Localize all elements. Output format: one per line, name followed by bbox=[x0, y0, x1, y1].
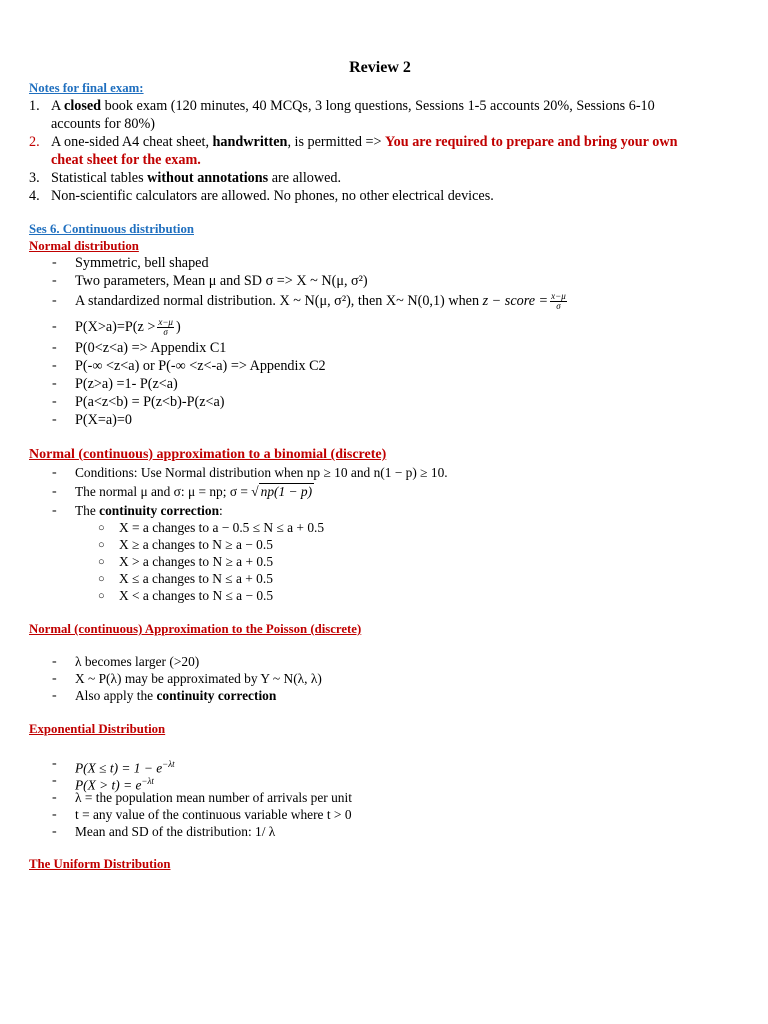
exponential-item: λ = the population mean number of arrivals per unit bbox=[75, 790, 352, 805]
dash-bullet: - bbox=[52, 394, 57, 409]
dash-bullet: - bbox=[52, 273, 57, 288]
normal-item: Symmetric, bell shaped bbox=[75, 255, 209, 271]
exponential-item: $P(X > t) = e^{-\lambda t}$ bbox=[75, 776, 154, 793]
page-title: Review 2 bbox=[349, 59, 411, 76]
dash-bullet: - bbox=[52, 773, 57, 788]
exponential-item: t = any value of the continuous variable where t > 0 bbox=[75, 807, 352, 822]
dash-bullet: - bbox=[52, 412, 57, 427]
binomial-approx-heading: Normal (continuous) approximation to a binomial (discrete) bbox=[29, 447, 387, 462]
dash-bullet: - bbox=[52, 824, 57, 839]
correction-item: X = a changes to a − 0.5 ≤ N ≤ a + 0.5 bbox=[119, 520, 325, 535]
uniform-heading: The Uniform Distribution bbox=[29, 857, 171, 871]
correction-item: X > a changes to N ≥ a + 0.5 bbox=[119, 554, 274, 569]
notes-item: A one-sided A4 cheat sheet, handwritten, is permitted => You are required to prepare and bring your own bbox=[51, 134, 678, 150]
dash-bullet: - bbox=[52, 654, 57, 669]
notes-item-number: 1. bbox=[29, 98, 40, 114]
notes-item-number: 3. bbox=[29, 170, 40, 186]
normal-item: A standardized normal distribution. X ~ N(μ, σ²), then X~ N(0,1) when z − score = $\frac{x-\mu}{\sigma}$ bbox=[75, 291, 566, 312]
normal-distribution-heading: Normal distribution bbox=[29, 239, 139, 253]
normal-item: P(z>a) =1- P(z<a) bbox=[75, 376, 178, 392]
circle-bullet-icon: ○ bbox=[98, 539, 105, 551]
circle-bullet-icon: ○ bbox=[98, 590, 105, 602]
notes-item: Statistical tables without annotations are allowed. bbox=[51, 170, 342, 186]
notes-item-number: 2. bbox=[29, 134, 40, 150]
normal-item: P(a<z<b) = P(z<b)-P(z<a) bbox=[75, 394, 225, 410]
notes-heading: Notes for final exam: bbox=[29, 81, 144, 95]
notes-item-number: 4. bbox=[29, 188, 40, 204]
normal-item: P(-∞ <z<a) or P(-∞ <z<-a) => Appendix C2 bbox=[75, 358, 326, 374]
notes-item-continuation: cheat sheet for the exam. bbox=[51, 152, 201, 168]
dash-bullet: - bbox=[52, 503, 57, 518]
section-heading: Ses 6. Continuous distribution bbox=[29, 222, 194, 236]
notes-item-continuation: accounts for 80%) bbox=[51, 116, 156, 132]
correction-item: X < a changes to N ≤ a − 0.5 bbox=[119, 588, 274, 603]
circle-bullet-icon: ○ bbox=[98, 522, 105, 534]
dash-bullet: - bbox=[52, 376, 57, 391]
poisson-approx-heading: Normal (continuous) Approximation to the Poisson (discrete) bbox=[29, 622, 362, 636]
dash-bullet: - bbox=[52, 319, 57, 334]
normal-item: Two parameters, Mean μ and SD σ => X ~ N(μ, σ²) bbox=[75, 273, 368, 289]
normal-item: P(0<z<a) => Appendix C1 bbox=[75, 340, 227, 356]
circle-bullet-icon: ○ bbox=[98, 556, 105, 568]
poisson-item: λ becomes larger (>20) bbox=[75, 654, 200, 669]
correction-item: X ≥ a changes to N ≥ a − 0.5 bbox=[119, 537, 273, 552]
dash-bullet: - bbox=[52, 255, 57, 270]
dash-bullet: - bbox=[52, 756, 57, 771]
dash-bullet: - bbox=[52, 358, 57, 373]
notes-item: Non-scientific calculators are allowed. No phones, no other electrical devices. bbox=[51, 188, 494, 204]
dash-bullet: - bbox=[52, 790, 57, 805]
probability-fraction: $\frac{x-\mu}{\sigma}$ bbox=[158, 317, 173, 338]
exponential-heading: Exponential Distribution bbox=[29, 722, 166, 736]
dash-bullet: - bbox=[52, 293, 57, 308]
exponential-item: $P(X \le t) = 1 - e^{-\lambda t}$ bbox=[75, 759, 175, 776]
poisson-item: Also apply the continuity correction bbox=[75, 688, 277, 703]
dash-bullet: - bbox=[52, 465, 57, 480]
normal-item: P(X>a)=P(z > $\frac{x-\mu}{\sigma}$ ) bbox=[75, 317, 181, 338]
dash-bullet: - bbox=[52, 688, 57, 703]
notes-item: A closed book exam (120 minutes, 40 MCQs, 3 long questions, Sessions 1-5 accounts 20%, Sessions 6-10 bbox=[51, 98, 655, 114]
exponential-item: Mean and SD of the distribution: 1/ λ bbox=[75, 824, 276, 839]
binomial-item: The continuity correction: bbox=[75, 503, 223, 518]
binomial-item: Conditions: Use Normal distribution when np ≥ 10 and n(1 − p) ≥ 10. bbox=[75, 465, 448, 480]
circle-bullet-icon: ○ bbox=[98, 573, 105, 585]
normal-item: P(X=a)=0 bbox=[75, 412, 132, 428]
poisson-item: X ~ P(λ) may be approximated by Y ~ N(λ, λ) bbox=[75, 671, 322, 686]
binomial-item: The normal μ and σ: μ = np; σ = √ np(1 − p) bbox=[75, 484, 313, 499]
dash-bullet: - bbox=[52, 671, 57, 686]
dash-bullet: - bbox=[52, 807, 57, 822]
z-score-fraction: $\frac{x-\mu}{\sigma}$ bbox=[551, 291, 566, 312]
dash-bullet: - bbox=[52, 340, 57, 355]
correction-item: X ≤ a changes to N ≤ a + 0.5 bbox=[119, 571, 273, 586]
dash-bullet: - bbox=[52, 484, 57, 499]
